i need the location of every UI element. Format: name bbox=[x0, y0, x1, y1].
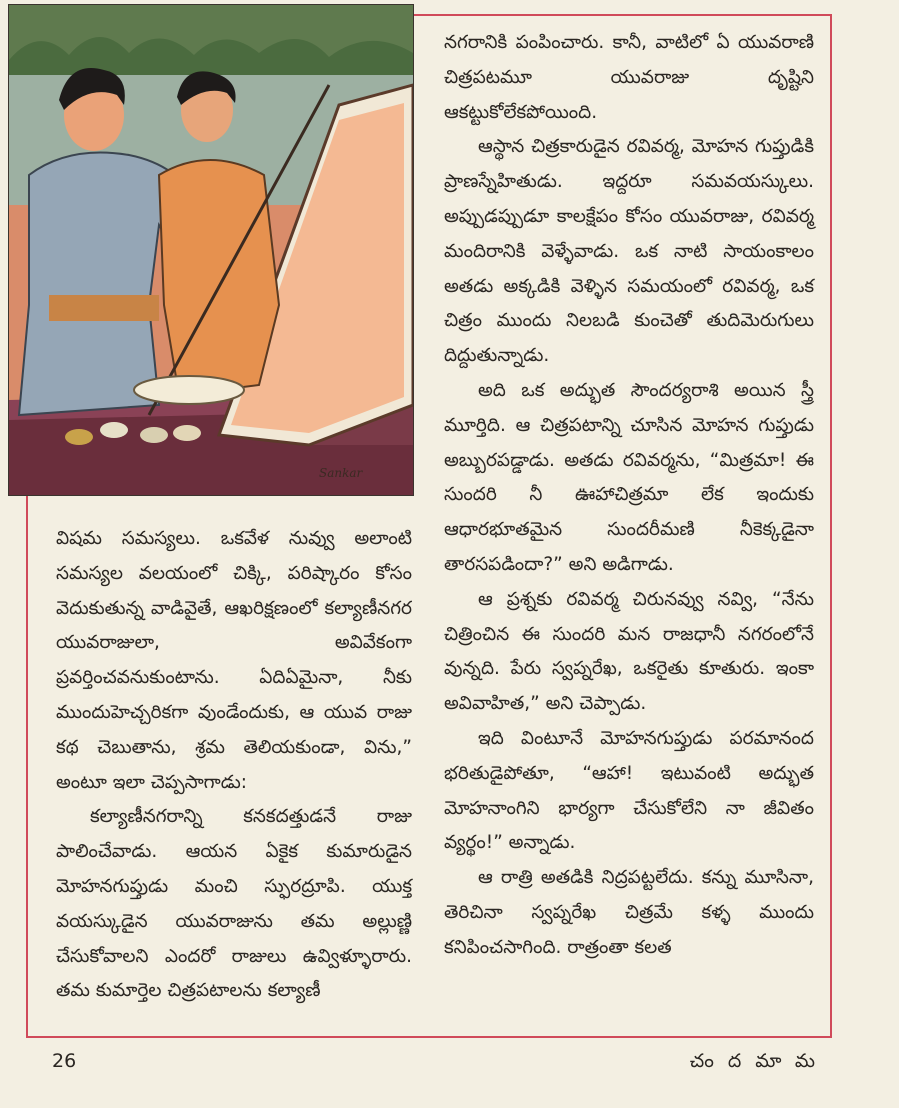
paragraph: ఆ రాత్రి అతడికి నిద్రపట్టలేదు. కన్ను మూసినా, తెరిచినా స్వప్నరేఖ చిత్రమే కళ్ళ ముందు కనిపించసాగింది. రాత్రంతా కలత bbox=[444, 867, 814, 958]
illustrator-signature: Sankar bbox=[319, 466, 363, 480]
paragraph: ఆ ప్రశ్నకు రవివర్మ చిరునవ్వు నవ్వి, “నేను చిత్రించిన ఈ సుందరి మన రాజధానీ నగరంలోనే వున్నది. పేరు స్వప్నరేఖ, ఒకరైతు కూతురు. ఇంకా అవివాహిత,” అని చెప్పాడు. bbox=[444, 588, 814, 715]
paragraph: విషమ సమస్యలు. ఒకవేళ నువ్వు అలాంటి సమస్యల వలయంలో చిక్కి, పరిష్కారం కోసం వెదుకుతున్న వాడివైతే, ఆఖరిక్షణంలో కల్యాణీనగర యువరాజులా, అవివేకంగా ప్రవర్తించవనుకుంటాను. ఏదిఏమైనా, నీకు ముందుహెచ్చరికగా వుండేందుకు, ఆ యువ రాజు కథ చెబుతాను, శ్రమ తెలియకుండా, విను,” అంటూ ఇలా చెప్పసాగాడు: bbox=[56, 528, 412, 793]
paragraph: ఆస్థాన చిత్రకారుడైన రవివర్మ, మోహన గుప్తుడికి ప్రాణస్నేహితుడు. ఇద్దరూ సమవయస్కులు. అప్పుడప్పుడూ కాలక్షేపం కోసం యువరాజు, రవివర్మ మందిరానికి వెళ్ళేవాడు. ఒక నాటి సాయంకాలం అతడు అక్కడికి వెళ్ళిన సమయంలో రవివర్మ, ఒక చిత్రం ముందు నిలబడి కుంచెతో తుదిమెరుగులు దిద్దుతున్నాడు. bbox=[444, 136, 814, 367]
paragraph: కల్యాణీనగరాన్ని కనకదత్తుడనే రాజు పాలించేవాడు. ఆయన ఏకైక కుమారుడైన మోహనగుప్తుడు మంచి స్ఫురద్రూపి. యుక్త వయస్కుడైన యువరాజును తమ అల్లుణ్ణి చేసుకోవాలని ఎందరో రాజులు ఉవ్విళ్ళూరారు. తమ కుమార్తెల చిత్రపటాలను కల్యాణీ bbox=[56, 806, 412, 1002]
page-number: 26 bbox=[52, 1050, 77, 1072]
illustration-image bbox=[9, 5, 413, 495]
illustration-panel bbox=[8, 4, 414, 496]
left-column-text bbox=[56, 522, 412, 1009]
paragraph: నగరానికి పంపించారు. కానీ, వాటిలో ఏ యువరాణి చిత్రపటమూ యువరాజు దృష్టిని ఆకట్టుకోలేకపోయింది. bbox=[444, 32, 814, 123]
right-column-text bbox=[444, 26, 814, 966]
paragraph: అది ఒక అద్భుత సౌందర్యరాశి అయిన స్త్రీ మూర్తిది. ఆ చిత్రపటాన్ని చూసిన మోహన గుప్తుడు అబ్బురపడ్డాడు. అతడు రవివర్మను, “మిత్రమా! ఈ సుందరి నీ ఊహాచిత్రమా లేక ఇందుకు ఆధారభూతమైన సుందరీమణి నీకెక్కడైనా తారసపడిందా?” అని అడిగాడు. bbox=[444, 379, 814, 575]
magazine-name: చందమామ bbox=[689, 1050, 829, 1072]
paragraph: ఇది వింటూనే మోహనగుప్తుడు పరమానంద భరితుడైపోతూ, “ఆహా! ఇటువంటి అద్భుత మోహనాంగిని భార్యగా చేసుకోలేని నా జీవితం వ్యర్థం!” అన్నాడు. bbox=[444, 727, 814, 854]
